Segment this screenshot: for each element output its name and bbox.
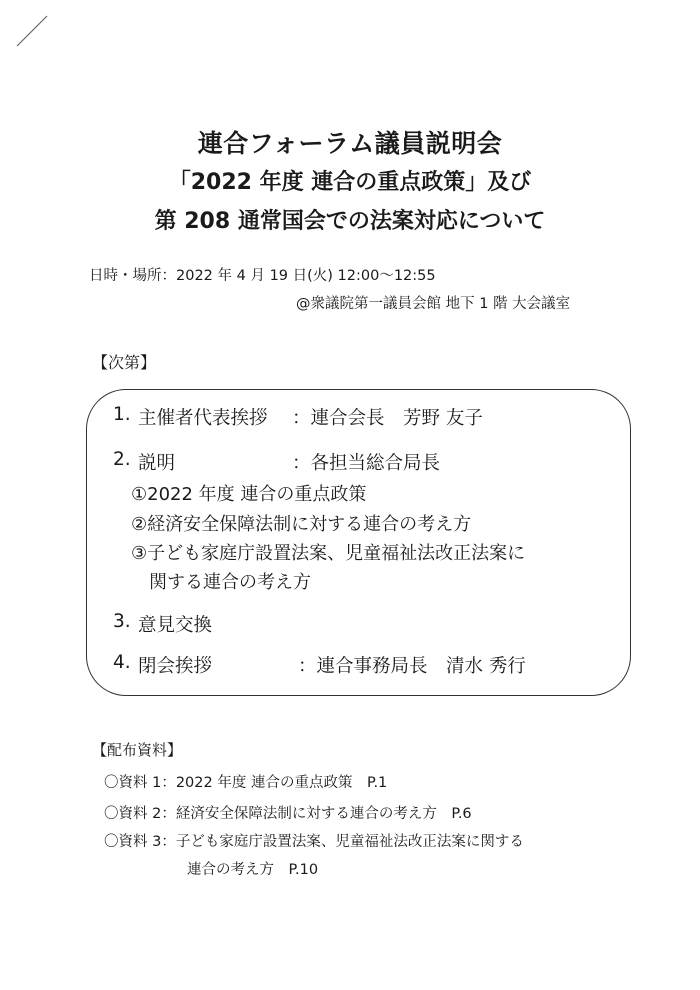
handout-item-continuation: 連合の考え方 P.10	[187, 862, 319, 878]
document-subtitle-line1: 「2022 年度 連合の重点政策」及び	[168, 170, 532, 195]
agenda-item	[113, 449, 613, 475]
agenda-item	[113, 652, 613, 678]
agenda-item-person: ：連合会長 芳野 友子	[292, 408, 483, 429]
agenda-item-number: 3.	[113, 611, 131, 632]
handout-item: 〇資料 1：2022 年度 連合の重点政策 P.1	[104, 775, 388, 791]
agenda-sub-item: ②経済安全保障法制に対する連合の考え方	[131, 514, 472, 535]
agenda-item	[113, 404, 613, 430]
handout-item: 〇資料 2：経済安全保障法制に対する連合の考え方 P.6	[104, 806, 472, 822]
document-title: 連合フォーラム議員説明会	[197, 129, 503, 158]
date-time-location: 日時・場所：2022 年 4 月 19 日(火) 12:00～12:55	[89, 268, 436, 284]
agenda-sub-item: ③子ども家庭庁設置法案、児童福祉法改正法案に	[131, 543, 526, 564]
agenda-heading: 【次第】	[92, 353, 157, 372]
agenda-item-title: 意見交換	[138, 615, 213, 636]
agenda-item-number: 4.	[113, 652, 131, 673]
agenda-item-person: ：各担当総合局長	[292, 453, 441, 474]
agenda-item	[113, 611, 613, 637]
agenda-item-title: 閉会挨拶	[138, 656, 213, 677]
agenda-item-title: 説明	[138, 453, 176, 474]
document-subtitle-line2: 第 208 通常国会での法案対応について	[154, 209, 546, 234]
agenda-sub-item: ①2022 年度 連合の重点政策	[131, 484, 367, 505]
agenda-item-title: 主催者代表挨拶	[138, 408, 268, 429]
slash-mark	[15, 14, 49, 48]
handout-item: 〇資料 3：子ども家庭庁設置法案、児童福祉法改正法案に関する	[104, 834, 524, 850]
agenda-item-person: ：連合事務局長 清水 秀行	[298, 656, 526, 677]
agenda-sub-item-continuation: 関する連合の考え方	[149, 572, 311, 593]
venue: @衆議院第一議員会館 地下 1 階 大会議室	[296, 296, 571, 312]
handouts-heading: 【配布資料】	[92, 741, 183, 759]
agenda-item-number: 1.	[113, 404, 131, 425]
agenda-item-number: 2.	[113, 449, 131, 470]
